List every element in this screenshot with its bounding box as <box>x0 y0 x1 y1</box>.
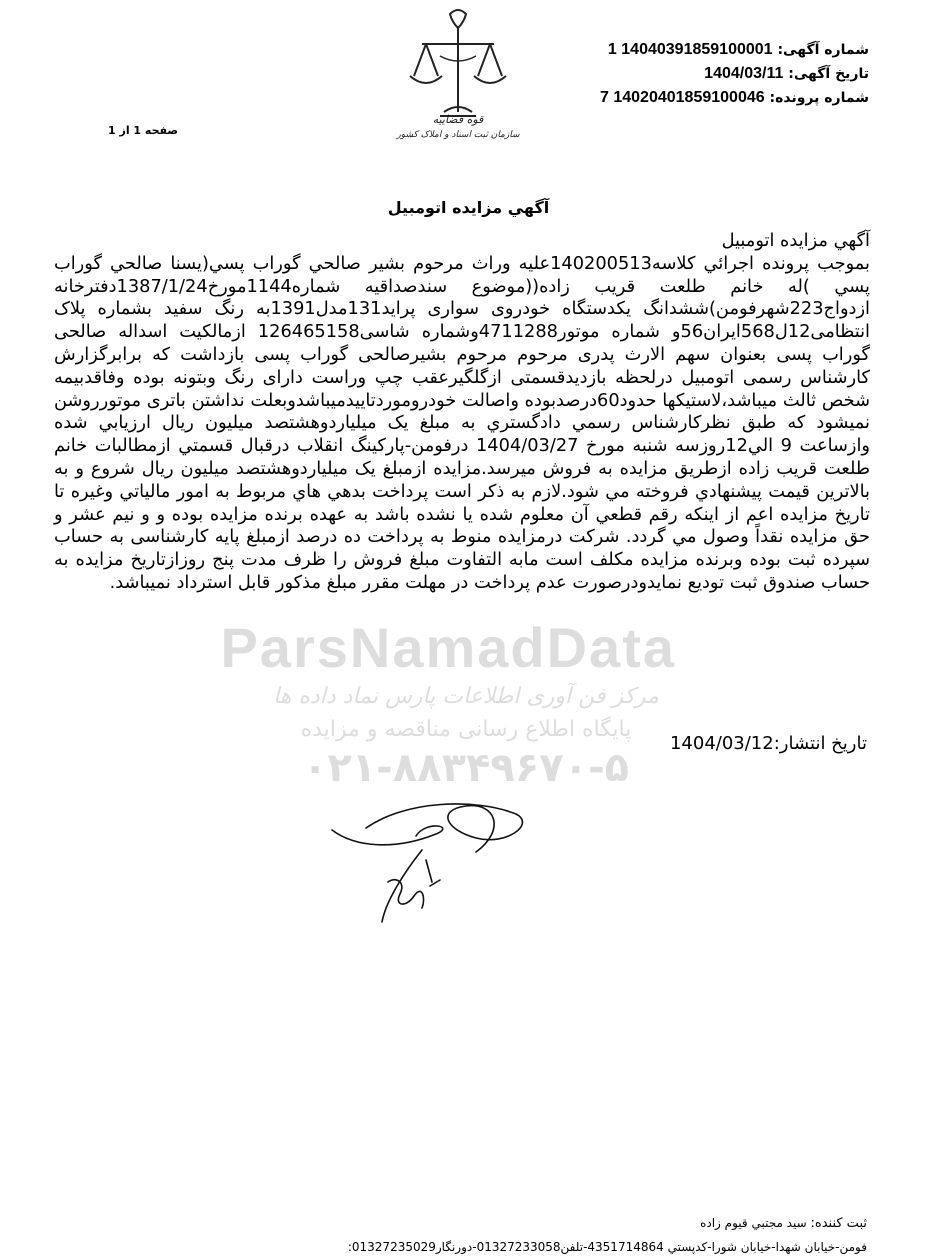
emblem-sub: سازمان ثبت اسناد و املاک کشور <box>396 130 520 140</box>
emblem-org: قوه قضاییه <box>432 113 484 126</box>
publish-date-value: 1404/03/12 <box>669 733 774 754</box>
registrar <box>700 1216 867 1231</box>
watermark <box>220 560 676 810</box>
file-number: 14020401859100046 7 <box>600 89 765 106</box>
header-meta <box>600 38 869 110</box>
file-number-row <box>600 86 869 110</box>
file-number-label: شماره پرونده: <box>769 90 869 106</box>
ad-date-label: تاریخ آگهی: <box>788 66 869 82</box>
ad-number: 14040391859100001 1 <box>607 41 773 58</box>
page-indicator: صفحه 1 از 1 <box>108 124 179 137</box>
notice-body <box>54 230 870 595</box>
watermark-latin: ParsNamadData <box>220 616 676 679</box>
notice-title: آگهي مزايده اتومبيل <box>387 198 550 217</box>
publish-date-label: تاريخ انتشار: <box>773 733 867 754</box>
footer-address: فومن-خيابان شهدا-خيابان شورا-كدپستي 4351714864-تلفن01327233058-دورنگار01327235029: <box>347 1240 867 1254</box>
ad-date-row <box>600 62 869 86</box>
notice-paragraph: بموجب پرونده اجرائي كلاسه140200513عليه وراث مرحوم بشير صالحي گوراب پسي(يسنا صالحي گوراب پسي )له خانم طلعت قريب زاده((موضوع سندصداقيه شماره1144مورخ1387/1/24دفترخانه ازدواج223شهرفومن)ششدانگ يكدستگاه خودروی سواری پراید131مدل1391به رنگ سفيد بشماره پلاک انتظامی12ل568ایران56و شماره موتور4711288وشماره شاسی126465158 ازمالکیت اسداله صالحی گوراب پسی بعنوان سهم الارث پدری مرحوم مرحوم بشیرصالحی گوراب پسی بازداشت که برابرگزارش کارشناس رسمی اتومبیل درلحظه بازدیدقسمتی ازگلگیرعقب چپ وراست دارای رنگ وبتونه بوده وفاقدبیمه شخص ثالث میباشد،لاستیکها حدود60درصدبوده واصالت خودروموردتاییدمیباشدوبعلت نداشتن باتری موتورروشن نمیشود که طبق نظرکارشناس رسمي دادگستري به مبلغ یک میلیاردوهشتصد میلیون ریال ارزيابي شده وازساعت 9 الي12روزسه شنبه مورخ 1404/03/27 درفومن-پارکینگ انقلاب درقبال قسمتي ازمطالبات خانم طلعت قريب زاده ازطريق مزايده به فروش ميرسد.مزايده ازمبلغ یک میلیاردوهشتصد میلیون ريال شروع و به بالاترين قيمت پيشنهادي فروخته مي شود.لازم به ذكر است پرداخت بدهي هاي مربوط به امور مالياتي وغيره تا تاريخ مزايده اعم از اينكه رقم قطعي آن معلوم شده يا نشده باشد به عهده برنده مزايده بوده و و نيم عشر و حق مزايده نقداً وصول مي گردد. شركت درمزايده منوط به پرداخت ده درصد ازمبلغ پايه كارشناسی به حساب سپرده ثبت بوده وبرنده مزايده مكلف است مابه التفاوت مبلغ فروش را ظرف مدت پنج روزازتاريخ مزايده به حساب صندوق ثبت توديع نمايدودرصورت عدم پرداخت در مهلت مقرر مبلغ مذكور قابل استرداد نميباشد. <box>54 252 870 593</box>
ad-number-row <box>600 38 869 62</box>
emblem-caption <box>388 112 528 142</box>
ad-date: 1404/03/11 <box>704 65 784 82</box>
signature-icon <box>326 790 546 930</box>
watermark-line1: مرکز فن آوری اطلاعات پارس نماد داده ها <box>273 684 659 709</box>
registrar-label: ثبت كننده: <box>810 1216 867 1231</box>
watermark-phone: ۰۲۱-۸۸۳۴۹۶۷۰-۵ <box>302 745 630 791</box>
ad-number-label: شماره آگهی: <box>777 42 869 58</box>
notice-subtitle: آگهي مزايده اتومبيل <box>721 230 870 251</box>
watermark-line2: پایگاه اطلاع رسانی مناقصه و مزایده <box>300 717 632 742</box>
publish-date <box>670 733 867 754</box>
registrar-name: سيد مجتبي قيوم زاده <box>700 1216 807 1230</box>
